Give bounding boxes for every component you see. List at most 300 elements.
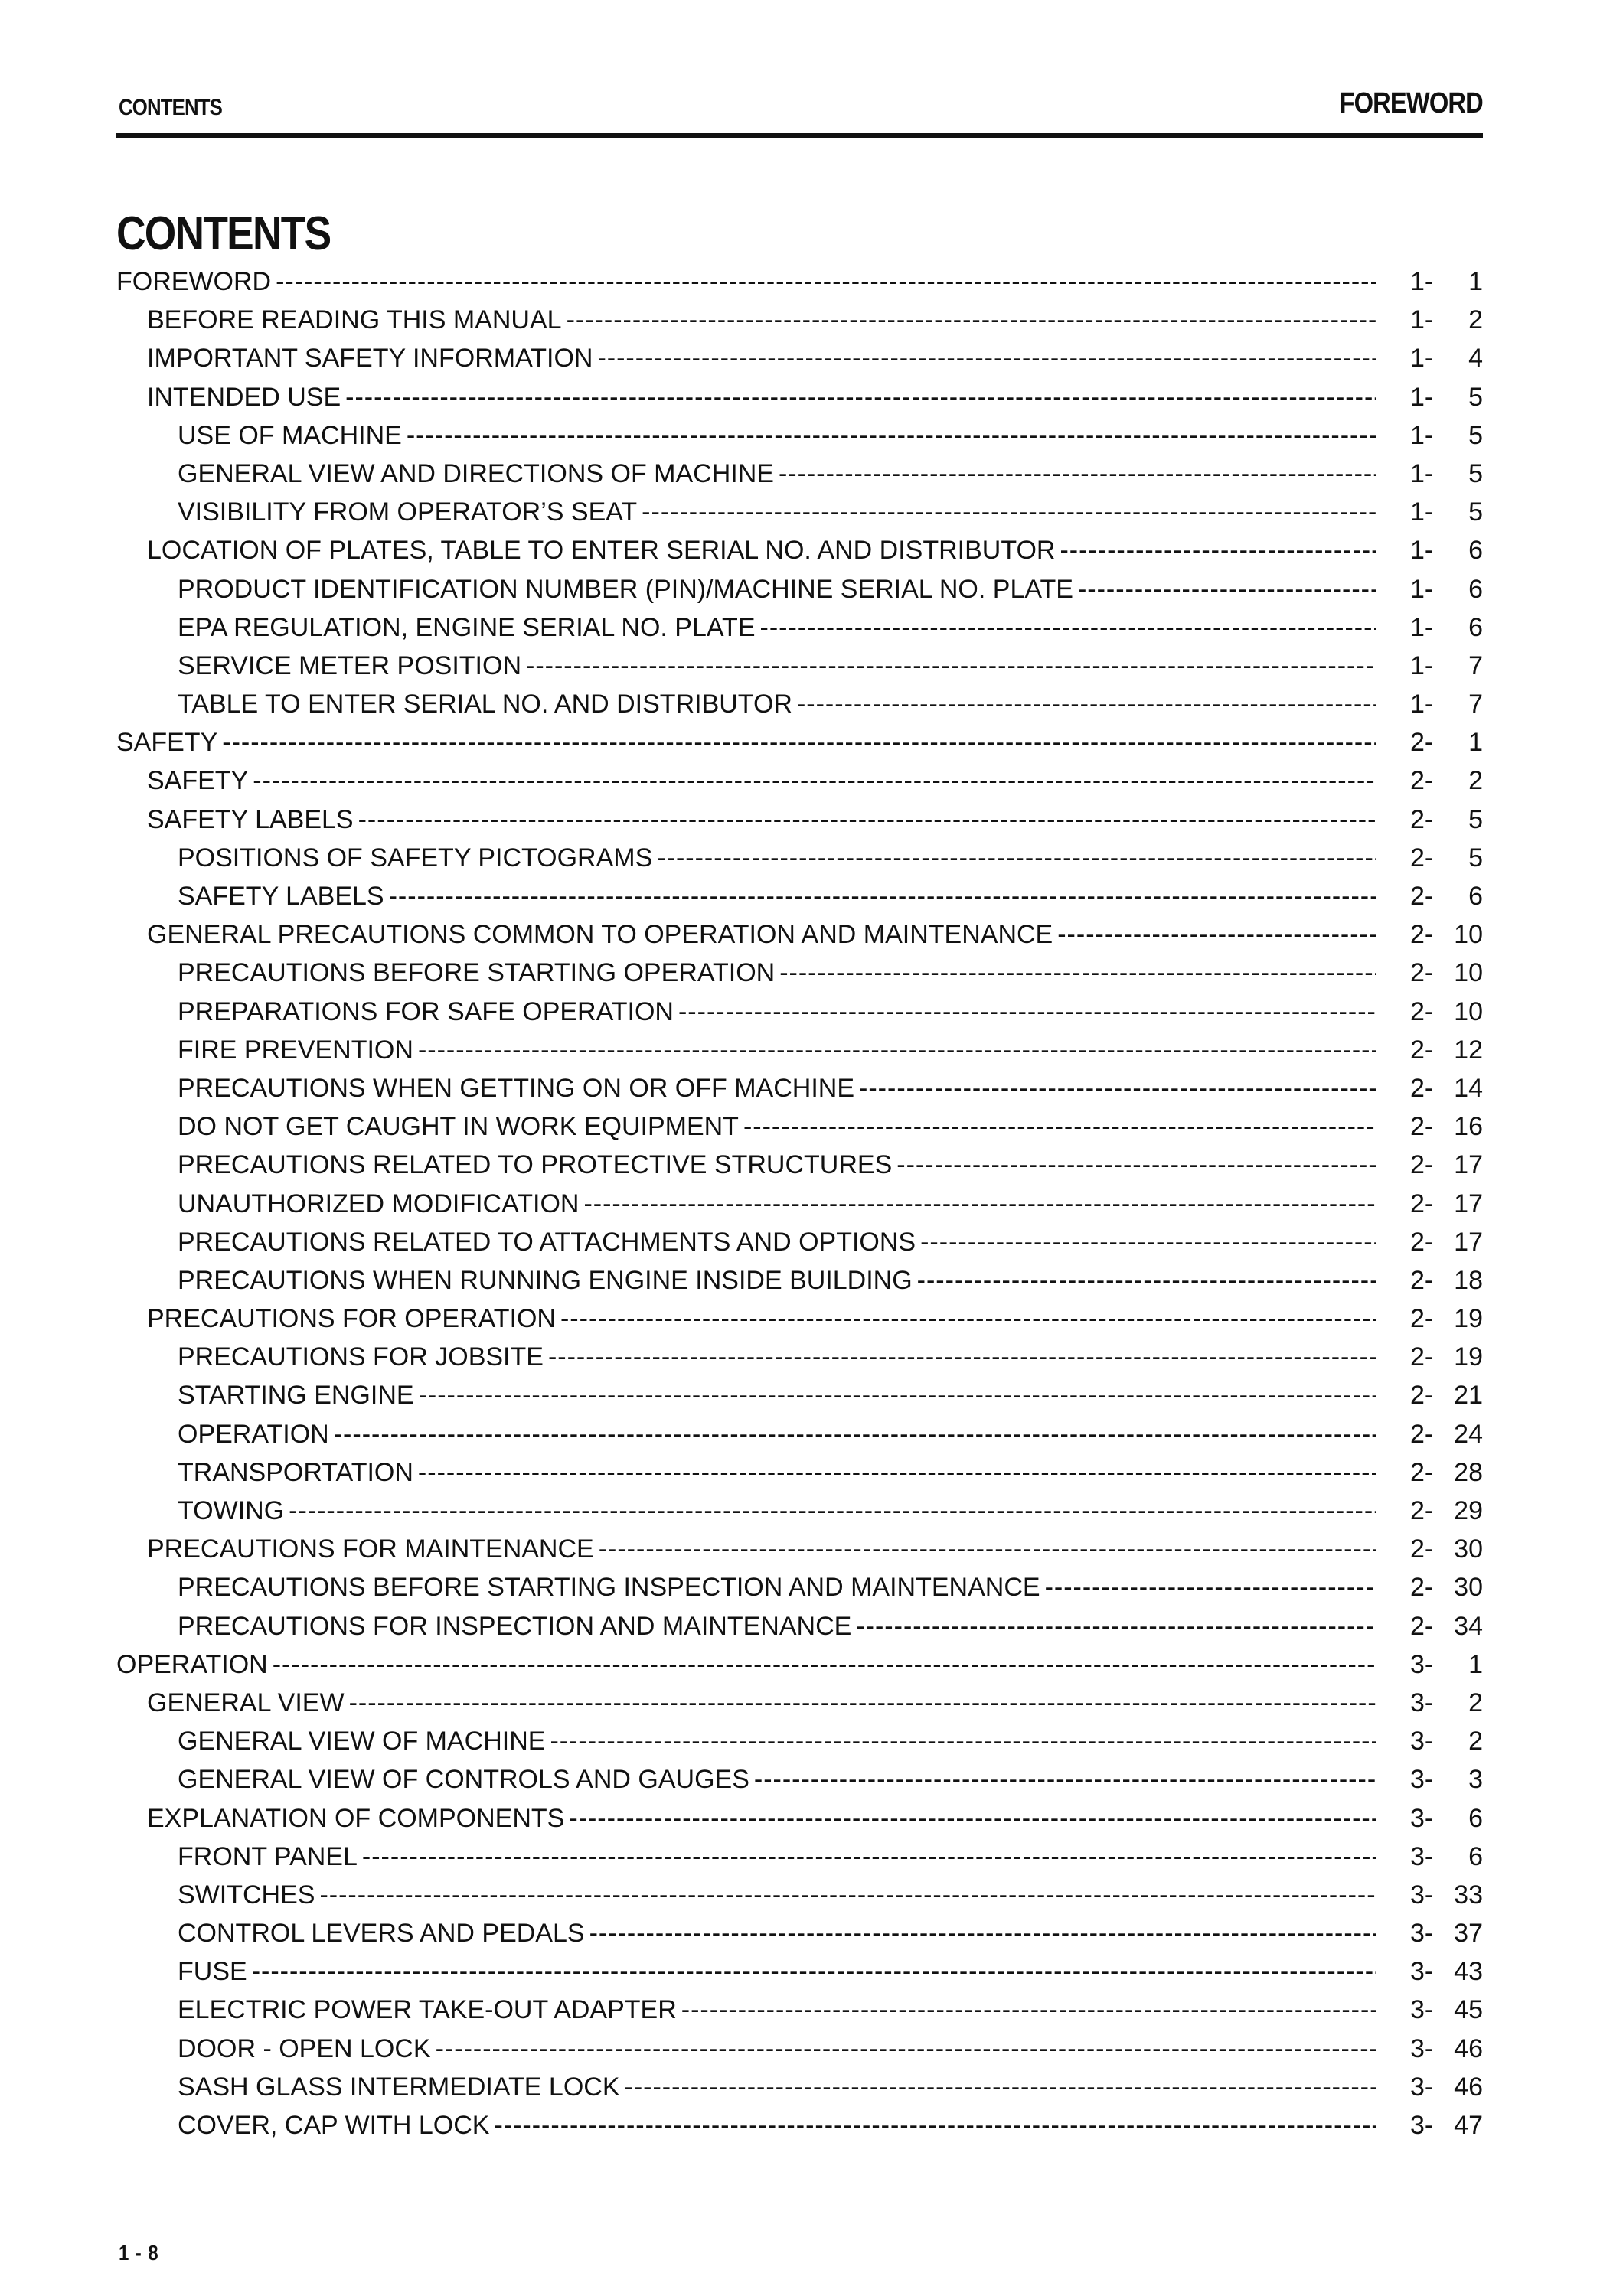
- toc-leader-dashes: [550, 1722, 1376, 1760]
- toc-entry[interactable]: [116, 1952, 1483, 1991]
- toc-section-number: 2-: [1410, 728, 1434, 758]
- toc-leader-dashes: [743, 1107, 1376, 1146]
- toc-entry-label: POSITIONS OF SAFETY PICTOGRAMS: [178, 843, 653, 872]
- toc-page-number: 5: [1468, 497, 1483, 527]
- toc-page-number: 16: [1454, 1112, 1483, 1142]
- toc-leader-dashes: [657, 839, 1376, 877]
- toc-entry[interactable]: [116, 1799, 1483, 1838]
- toc-leader-dashes: [276, 263, 1376, 301]
- toc-leader-dashes: [599, 1530, 1376, 1568]
- toc-leader-dashes: [526, 647, 1376, 685]
- toc-entry-title: [116, 1952, 1376, 1991]
- toc-entry-label: DO NOT GET CAUGHT IN WORK EQUIPMENT: [178, 1112, 739, 1142]
- toc-page-number: 10: [1454, 996, 1483, 1026]
- toc-page-reference: [1410, 570, 1483, 608]
- toc-page-reference: [1410, 1338, 1483, 1376]
- toc-entry-title: [116, 1684, 1376, 1722]
- toc-section-number: 1-: [1410, 305, 1434, 335]
- toc-page-number: 34: [1454, 1611, 1483, 1641]
- toc-entry[interactable]: [116, 1146, 1483, 1184]
- toc-entry-title: [116, 1185, 1376, 1223]
- toc-page-reference: [1410, 1261, 1483, 1300]
- toc-entry-title: [116, 1838, 1376, 1876]
- toc-entry-title: [116, 378, 1376, 416]
- toc-section-number: 3-: [1410, 2111, 1434, 2140]
- toc-leader-dashes: [754, 1760, 1376, 1799]
- toc-page-number: 17: [1454, 1189, 1483, 1218]
- toc-page-reference: [1410, 1376, 1483, 1414]
- toc-entry-label: FRONT PANEL: [178, 1841, 358, 1871]
- toc-section-number: 1-: [1410, 497, 1434, 527]
- toc-page-reference: [1410, 1607, 1483, 1645]
- toc-page-reference: [1410, 1568, 1483, 1606]
- toc-entry-title: [116, 1261, 1376, 1300]
- toc-leader-dashes: [548, 1338, 1376, 1376]
- page-number: 1 - 8: [119, 2241, 159, 2265]
- toc-leader-dashes: [319, 1876, 1376, 1914]
- toc-entry-title: [116, 416, 1376, 455]
- toc-entry-label: FIRE PREVENTION: [178, 1035, 413, 1065]
- toc-entry-label: EPA REGULATION, ENGINE SERIAL NO. PLATE: [178, 612, 756, 642]
- toc-page-reference: [1410, 647, 1483, 685]
- toc-page-number: 3: [1468, 1765, 1483, 1795]
- toc-section-number: 3-: [1410, 1919, 1434, 1949]
- toc-entry[interactable]: [116, 1722, 1483, 1760]
- toc-page-number: 2: [1468, 1688, 1483, 1717]
- toc-entry-label: GENERAL PRECAUTIONS COMMON TO OPERATION AND MAINTENANCE: [147, 920, 1053, 950]
- toc-page-reference: [1410, 954, 1483, 992]
- toc-leader-dashes: [779, 954, 1376, 992]
- toc-entry-label: PRECAUTIONS FOR MAINTENANCE: [147, 1534, 594, 1564]
- toc-page-number: 5: [1468, 804, 1483, 834]
- toc-leader-dashes: [625, 2068, 1376, 2106]
- toc-entry-label: TOWING: [178, 1496, 285, 1525]
- toc-entry[interactable]: [116, 1107, 1483, 1146]
- toc-section-number: 2-: [1410, 766, 1434, 796]
- toc-leader-dashes: [560, 1300, 1376, 1338]
- toc-page-number: 7: [1468, 651, 1483, 680]
- header-section-label: CONTENTS: [119, 95, 223, 120]
- toc-page-reference: [1410, 339, 1483, 377]
- toc-page-number: 6: [1468, 1803, 1483, 1833]
- toc-entry-label: OPERATION: [116, 1649, 268, 1679]
- toc-entry-label: USE OF MACHINE: [178, 420, 402, 450]
- toc-page-number: 4: [1468, 344, 1483, 373]
- toc-page-reference: [1410, 1722, 1483, 1760]
- toc-section-number: 3-: [1410, 1803, 1434, 1833]
- toc-entry-title: [116, 993, 1376, 1031]
- toc-entry-label: UNAUTHORIZED MODIFICATION: [178, 1189, 580, 1218]
- toc-entry[interactable]: [116, 301, 1483, 339]
- toc-page-number: 45: [1454, 1995, 1483, 2025]
- toc-section-number: 2-: [1410, 1304, 1434, 1334]
- toc-entry-title: [116, 647, 1376, 685]
- toc-section-number: 2-: [1410, 1227, 1434, 1257]
- toc-leader-dashes: [418, 1031, 1376, 1069]
- toc-page-number: 6: [1468, 882, 1483, 911]
- toc-section-number: 3-: [1410, 1688, 1434, 1717]
- toc-section-number: 2-: [1410, 1265, 1434, 1295]
- toc-entry-title: [116, 1415, 1376, 1453]
- toc-entry-label: PRECAUTIONS WHEN GETTING ON OR OFF MACHINE: [178, 1073, 855, 1103]
- toc-entry[interactable]: [116, 455, 1483, 493]
- toc-entry-label: SAFETY: [116, 728, 218, 758]
- toc-page-reference: [1410, 1069, 1483, 1107]
- toc-page-reference: [1410, 915, 1483, 954]
- toc-section-number: 2-: [1410, 1189, 1434, 1218]
- toc-entry[interactable]: [116, 1530, 1483, 1568]
- toc-leader-dashes: [642, 493, 1376, 531]
- toc-leader-dashes: [681, 1991, 1376, 2029]
- toc-entry-title: [116, 1453, 1376, 1492]
- toc-leader-dashes: [345, 378, 1376, 416]
- toc-entry[interactable]: [116, 762, 1483, 800]
- toc-page-reference: [1410, 1530, 1483, 1568]
- toc-page-number: 5: [1468, 843, 1483, 872]
- toc-leader-dashes: [1078, 570, 1376, 608]
- toc-entry-label: SWITCHES: [178, 1880, 315, 1910]
- toc-entry-title: [116, 954, 1376, 992]
- toc-page-reference: [1410, 455, 1483, 493]
- toc-entry-label: SASH GLASS INTERMEDIATE LOCK: [178, 2072, 620, 2102]
- toc-entry-label: CONTROL LEVERS AND PEDALS: [178, 1919, 585, 1949]
- toc-page-number: 6: [1468, 574, 1483, 604]
- toc-section-number: 2-: [1410, 1073, 1434, 1103]
- toc-page-number: 5: [1468, 458, 1483, 488]
- toc-entry-title: [116, 608, 1376, 647]
- toc-entry[interactable]: [116, 1185, 1483, 1223]
- toc-entry[interactable]: [116, 839, 1483, 877]
- toc-entry[interactable]: [116, 647, 1483, 685]
- toc-entry-label: SERVICE METER POSITION: [178, 651, 522, 680]
- toc-page-reference: [1410, 877, 1483, 915]
- toc-page-number: 5: [1468, 420, 1483, 450]
- toc-entry[interactable]: [116, 685, 1483, 723]
- toc-entry[interactable]: [116, 1991, 1483, 2029]
- toc-leader-dashes: [273, 1645, 1376, 1684]
- toc-page-reference: [1410, 1492, 1483, 1530]
- toc-leader-dashes: [896, 1146, 1376, 1184]
- toc-section-number: 2-: [1410, 1150, 1434, 1180]
- toc-leader-dashes: [569, 1799, 1376, 1838]
- toc-page-number: 17: [1454, 1150, 1483, 1180]
- toc-section-number: 2-: [1410, 1112, 1434, 1142]
- toc-page-number: 10: [1454, 958, 1483, 988]
- toc-page-reference: [1410, 2030, 1483, 2068]
- toc-leader-dashes: [859, 1069, 1376, 1107]
- toc-entry[interactable]: [116, 2068, 1483, 2106]
- toc-entry-title: [116, 839, 1376, 877]
- toc-entry[interactable]: [116, 1914, 1483, 1952]
- toc-page-number: 5: [1468, 382, 1483, 412]
- toc-page-reference: [1410, 1645, 1483, 1684]
- toc-leader-dashes: [797, 685, 1376, 723]
- toc-entry-label: GENERAL VIEW OF MACHINE: [178, 1727, 546, 1756]
- toc-leader-dashes: [334, 1415, 1376, 1453]
- toc-page-number: 6: [1468, 536, 1483, 566]
- toc-entry[interactable]: [116, 1338, 1483, 1376]
- toc-entry-label: TRANSPORTATION: [178, 1457, 413, 1487]
- toc-page-reference: [1410, 1453, 1483, 1492]
- toc-leader-dashes: [760, 608, 1376, 647]
- toc-page-reference: [1410, 1223, 1483, 1261]
- toc-entry[interactable]: [116, 339, 1483, 377]
- toc-page-reference: [1410, 1107, 1483, 1146]
- toc-leader-dashes: [583, 1185, 1376, 1223]
- toc-entry[interactable]: [116, 608, 1483, 647]
- toc-leader-dashes: [436, 2030, 1376, 2068]
- toc-page-reference: [1410, 1760, 1483, 1799]
- toc-entry[interactable]: [116, 493, 1483, 531]
- toc-entry-title: [116, 2030, 1376, 2068]
- toc-entry[interactable]: [116, 570, 1483, 608]
- toc-leader-dashes: [1057, 915, 1376, 954]
- toc-section-number: 2-: [1410, 1496, 1434, 1525]
- toc-entry-label: COVER, CAP WITH LOCK: [178, 2111, 490, 2140]
- toc-page-reference: [1410, 1146, 1483, 1184]
- toc-page-number: 30: [1454, 1573, 1483, 1603]
- toc-entry-label: EXPLANATION OF COMPONENTS: [147, 1803, 565, 1833]
- toc-entry-label: GENERAL VIEW OF CONTROLS AND GAUGES: [178, 1765, 749, 1795]
- toc-entry-title: [116, 762, 1376, 800]
- toc-leader-dashes: [1045, 1568, 1376, 1606]
- toc-entry[interactable]: [116, 1069, 1483, 1107]
- toc-entry[interactable]: [116, 1223, 1483, 1261]
- toc-entry[interactable]: [116, 801, 1483, 839]
- toc-entry[interactable]: [116, 416, 1483, 455]
- toc-entry-label: PRECAUTIONS WHEN RUNNING ENGINE INSIDE BUILDING: [178, 1265, 913, 1295]
- header-divider: [116, 133, 1483, 138]
- toc-entry-title: [116, 531, 1376, 569]
- table-of-contents: [116, 263, 1483, 2144]
- toc-page-reference: [1410, 301, 1483, 339]
- toc-page-number: 47: [1454, 2111, 1483, 2140]
- toc-section-number: 2-: [1410, 804, 1434, 834]
- toc-entry-title: [116, 1799, 1376, 1838]
- toc-entry-title: [116, 1991, 1376, 2029]
- toc-page-reference: [1410, 1684, 1483, 1722]
- toc-page-number: 30: [1454, 1534, 1483, 1564]
- toc-page-reference: [1410, 1876, 1483, 1914]
- toc-entry-title: [116, 1722, 1376, 1760]
- toc-page-number: 12: [1454, 1035, 1483, 1065]
- toc-page-reference: [1410, 1838, 1483, 1876]
- toc-page-number: 19: [1454, 1304, 1483, 1334]
- toc-entry-label: SAFETY LABELS: [178, 882, 384, 911]
- toc-entry[interactable]: [116, 993, 1483, 1031]
- toc-leader-dashes: [349, 1684, 1376, 1722]
- toc-section-number: 1-: [1410, 382, 1434, 412]
- toc-entry[interactable]: [116, 378, 1483, 416]
- toc-entry-label: FOREWORD: [116, 267, 272, 296]
- toc-page-reference: [1410, 263, 1483, 301]
- toc-entry-title: [116, 301, 1376, 339]
- toc-section-number: 2-: [1410, 882, 1434, 911]
- toc-entry-label: DOOR - OPEN LOCK: [178, 2033, 431, 2063]
- toc-entry[interactable]: [116, 1760, 1483, 1799]
- toc-entry[interactable]: [116, 1492, 1483, 1530]
- toc-entry-title: [116, 1223, 1376, 1261]
- toc-page-reference: [1410, 839, 1483, 877]
- toc-entry[interactable]: [116, 2030, 1483, 2068]
- toc-page-reference: [1410, 723, 1483, 762]
- toc-leader-dashes: [856, 1607, 1376, 1645]
- toc-section-number: 2-: [1410, 1457, 1434, 1487]
- toc-entry[interactable]: [116, 877, 1483, 915]
- toc-entry[interactable]: [116, 1376, 1483, 1414]
- toc-entry[interactable]: [116, 954, 1483, 992]
- toc-section-number: 1-: [1410, 574, 1434, 604]
- toc-section-number: 2-: [1410, 1534, 1434, 1564]
- toc-section-number: 2-: [1410, 1342, 1434, 1372]
- toc-entry-label: PRECAUTIONS FOR INSPECTION AND MAINTENANCE: [178, 1611, 852, 1641]
- toc-entry-label: PRECAUTIONS BEFORE STARTING OPERATION: [178, 958, 776, 988]
- toc-page-number: 2: [1468, 1727, 1483, 1756]
- toc-page-reference: [1410, 762, 1483, 800]
- toc-page-reference: [1410, 493, 1483, 531]
- toc-entry[interactable]: [116, 1838, 1483, 1876]
- toc-section-number: 3-: [1410, 1765, 1434, 1795]
- toc-section-number: 1-: [1410, 651, 1434, 680]
- toc-page-number: 17: [1454, 1227, 1483, 1257]
- toc-entry[interactable]: [116, 263, 1483, 301]
- toc-entry-label: SAFETY LABELS: [147, 804, 354, 834]
- toc-leader-dashes: [358, 801, 1376, 839]
- toc-entry-label: BEFORE READING THIS MANUAL: [147, 305, 562, 335]
- toc-entry-label: ELECTRIC POWER TAKE-OUT ADAPTER: [178, 1995, 677, 2025]
- toc-section-number: 3-: [1410, 1649, 1434, 1679]
- toc-leader-dashes: [494, 2106, 1376, 2144]
- toc-entry-title: [116, 1607, 1376, 1645]
- toc-entry-title: [116, 263, 1376, 301]
- toc-section-number: 2-: [1410, 1381, 1434, 1411]
- toc-page-reference: [1410, 531, 1483, 569]
- toc-section-number: 1-: [1410, 344, 1434, 373]
- toc-entry[interactable]: [116, 531, 1483, 569]
- toc-section-number: 3-: [1410, 1995, 1434, 2025]
- toc-entry[interactable]: [116, 723, 1483, 762]
- toc-leader-dashes: [567, 301, 1376, 339]
- toc-entry[interactable]: [116, 1415, 1483, 1453]
- toc-entry-title: [116, 1376, 1376, 1414]
- toc-entry-title: [116, 455, 1376, 493]
- toc-entry[interactable]: [116, 1453, 1483, 1492]
- toc-entry[interactable]: [116, 1300, 1483, 1338]
- toc-page-reference: [1410, 1799, 1483, 1838]
- toc-leader-dashes: [917, 1261, 1376, 1300]
- toc-entry-title: [116, 570, 1376, 608]
- toc-page-number: 14: [1454, 1073, 1483, 1103]
- toc-section-number: 1-: [1410, 420, 1434, 450]
- toc-leader-dashes: [222, 723, 1376, 762]
- toc-entry-title: [116, 685, 1376, 723]
- toc-page-number: 2: [1468, 766, 1483, 796]
- toc-entry-title: [116, 1492, 1376, 1530]
- toc-entry-label: IMPORTANT SAFETY INFORMATION: [147, 344, 593, 373]
- toc-entry[interactable]: [116, 1607, 1483, 1645]
- toc-page-number: 1: [1468, 728, 1483, 758]
- toc-page-number: 28: [1454, 1457, 1483, 1487]
- toc-page-reference: [1410, 378, 1483, 416]
- toc-leader-dashes: [289, 1492, 1376, 1530]
- toc-section-number: 2-: [1410, 843, 1434, 872]
- toc-entry[interactable]: [116, 2106, 1483, 2144]
- toc-leader-dashes: [252, 1952, 1376, 1991]
- toc-section-number: 3-: [1410, 1880, 1434, 1910]
- toc-entry[interactable]: [116, 915, 1483, 954]
- toc-entry-label: PRECAUTIONS FOR JOBSITE: [178, 1342, 544, 1372]
- toc-entry[interactable]: [116, 1568, 1483, 1606]
- toc-entry[interactable]: [116, 1876, 1483, 1914]
- toc-entry-label: GENERAL VIEW: [147, 1688, 345, 1717]
- toc-entry-label: STARTING ENGINE: [178, 1381, 414, 1411]
- toc-entry-title: [116, 723, 1376, 762]
- toc-entry-title: [116, 339, 1376, 377]
- toc-entry[interactable]: [116, 1645, 1483, 1684]
- toc-page-number: 2: [1468, 305, 1483, 335]
- toc-entry-label: GENERAL VIEW AND DIRECTIONS OF MACHINE: [178, 458, 774, 488]
- toc-entry-label: PRECAUTIONS FOR OPERATION: [147, 1304, 556, 1334]
- toc-entry-title: [116, 1107, 1376, 1146]
- toc-section-number: 3-: [1410, 2072, 1434, 2102]
- toc-page-number: 43: [1454, 1957, 1483, 1987]
- toc-entry-title: [116, 493, 1376, 531]
- header-chapter-title: FOREWORD: [1339, 87, 1483, 119]
- toc-leader-dashes: [389, 877, 1376, 915]
- toc-section-number: 1-: [1410, 612, 1434, 642]
- toc-section-number: 3-: [1410, 2033, 1434, 2063]
- toc-section-number: 2-: [1410, 1035, 1434, 1065]
- toc-entry-label: PRECAUTIONS RELATED TO PROTECTIVE STRUCTURES: [178, 1150, 893, 1180]
- toc-page-number: 46: [1454, 2072, 1483, 2102]
- toc-page-reference: [1410, 801, 1483, 839]
- toc-page-reference: [1410, 608, 1483, 647]
- toc-entry-label: INTENDED USE: [147, 382, 341, 412]
- toc-entry[interactable]: [116, 1684, 1483, 1722]
- toc-entry[interactable]: [116, 1261, 1483, 1300]
- toc-leader-dashes: [253, 762, 1376, 800]
- toc-section-number: 1-: [1410, 690, 1434, 719]
- toc-page-number: 7: [1468, 690, 1483, 719]
- toc-leader-dashes: [418, 1453, 1376, 1492]
- toc-entry-title: [116, 1069, 1376, 1107]
- toc-entry-title: [116, 2068, 1376, 2106]
- toc-page-reference: [1410, 1300, 1483, 1338]
- toc-section-number: 2-: [1410, 1611, 1434, 1641]
- toc-section-number: 2-: [1410, 1573, 1434, 1603]
- toc-entry-title: [116, 1568, 1376, 1606]
- toc-entry-title: [116, 915, 1376, 954]
- toc-entry-title: [116, 1031, 1376, 1069]
- toc-entry-label: PRODUCT IDENTIFICATION NUMBER (PIN)/MACHINE SERIAL NO. PLATE: [178, 574, 1073, 604]
- toc-entry-label: VISIBILITY FROM OPERATOR’S SEAT: [178, 497, 638, 527]
- toc-page-number: 37: [1454, 1919, 1483, 1949]
- toc-section-number: 2-: [1410, 920, 1434, 950]
- toc-entry-label: LOCATION OF PLATES, TABLE TO ENTER SERIAL NO. AND DISTRIBUTOR: [147, 536, 1056, 566]
- toc-page-number: 10: [1454, 920, 1483, 950]
- toc-page-reference: [1410, 1031, 1483, 1069]
- toc-entry-title: [116, 1876, 1376, 1914]
- toc-entry-label: OPERATION: [178, 1419, 329, 1449]
- toc-entry[interactable]: [116, 1031, 1483, 1069]
- toc-page-reference: [1410, 1185, 1483, 1223]
- toc-entry-title: [116, 877, 1376, 915]
- toc-entry-label: TABLE TO ENTER SERIAL NO. AND DISTRIBUTOR: [178, 690, 792, 719]
- toc-entry-title: [116, 1645, 1376, 1684]
- toc-page-number: 46: [1454, 2033, 1483, 2063]
- toc-page-reference: [1410, 2106, 1483, 2144]
- toc-entry-label: SAFETY: [147, 766, 249, 796]
